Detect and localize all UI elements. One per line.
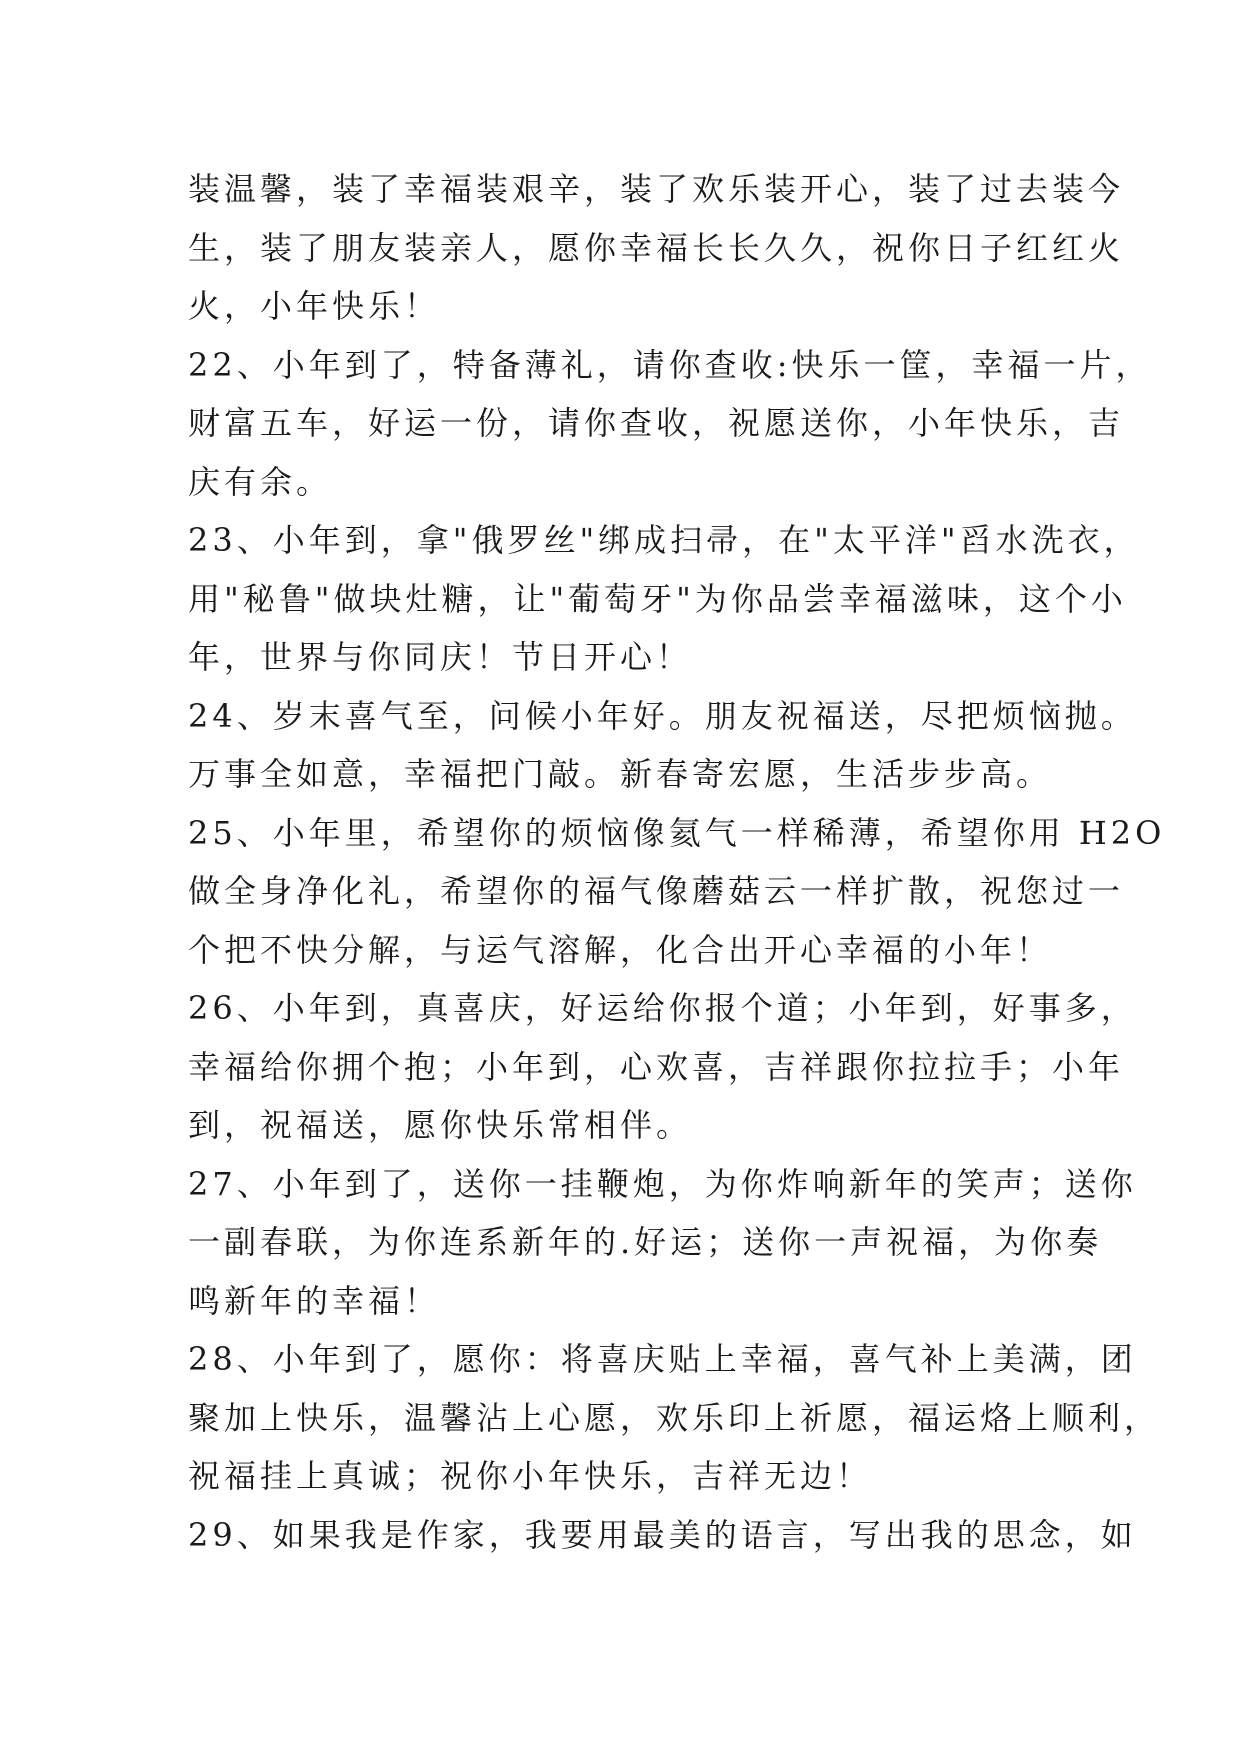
text-line: 幸福给你拥个抱；小年到，心欢喜，吉祥跟你拉拉手；小年 (188, 1047, 1125, 1086)
paragraph-item-24 (188, 687, 1137, 804)
text-line: 28、小年到了，愿你：将喜庆贴上幸福，喜气补上美满，团 (188, 1340, 1137, 1378)
text-line: 财富五车，好运一份，请你查收，祝愿送你，小年快乐，吉 (188, 404, 1125, 442)
paragraph-item-22 (188, 336, 1152, 512)
text-line: 鸣新年的幸福！ (188, 1281, 441, 1320)
text-line: 24、岁末喜气至，问候小年好。朋友祝福送，尽把烦恼抛。 (188, 696, 1137, 735)
text-line: 27、小年到了，送你一挂鞭炮，为你炸响新年的笑声；送你 (188, 1164, 1137, 1203)
text-line: 年，世界与你同庆！节日开心！ (188, 638, 693, 676)
paragraph-item-27 (188, 1155, 1137, 1331)
text-line: 23、小年到，拿"俄罗丝"绑成扫帚，在"太平洋"舀水洗衣， (188, 521, 1140, 559)
text-line: 个把不快分解，与运气溶解，化合出开心幸福的小年！ (188, 930, 1053, 969)
text-line: 装温馨，装了幸福装艰辛，装了欢乐装开心，装了过去装今 (188, 170, 1125, 208)
text-line: 祝福挂上真诚；祝你小年快乐，吉祥无边！ (188, 1457, 873, 1495)
text-line: 一副春联，为你连系新年的.好运；送你一声祝福，为你奏 (188, 1223, 1103, 1261)
text-line: 聚加上快乐，温馨沾上心愿，欢乐印上祈愿，福运烙上顺利， (188, 1398, 1161, 1437)
paragraph-item-26 (188, 979, 1137, 1155)
document-body (188, 160, 1166, 1564)
text-line: 用"秘鲁"做块灶糖，让"葡萄牙"为你品尝幸福滋味，这个小 (188, 579, 1127, 618)
paragraph-item-25 (188, 804, 1166, 980)
text-line: 庆有余。 (188, 462, 333, 501)
text-line: 万事全如意，幸福把门敲。新春寄宏愿，生活步步高。 (188, 755, 1053, 793)
paragraph-item-28 (188, 1330, 1161, 1506)
paragraph-item-29 (188, 1506, 1137, 1565)
paragraph-item-23 (188, 511, 1140, 687)
text-line: 25、小年里，希望你的烦恼像氦气一样稀薄，希望你用 H2O (188, 813, 1166, 852)
text-line: 22、小年到了，特备薄礼，请你查收:快乐一筐，幸福一片， (188, 345, 1152, 384)
text-line: 生，装了朋友装亲人，愿你幸福长长久久，祝你日子红红火 (188, 228, 1125, 267)
paragraph (188, 160, 1125, 336)
text-line: 29、如果我是作家，我要用最美的语言，写出我的思念，如 (188, 1515, 1137, 1554)
text-line: 做全身净化礼，希望你的福气像蘑菇云一样扩散，祝您过一 (188, 872, 1125, 910)
text-line: 火，小年快乐！ (188, 287, 441, 325)
text-line: 26、小年到，真喜庆，好运给你报个道；小年到，好事多， (188, 989, 1137, 1027)
text-line: 到，祝福送，愿你快乐常相伴。 (188, 1106, 693, 1144)
